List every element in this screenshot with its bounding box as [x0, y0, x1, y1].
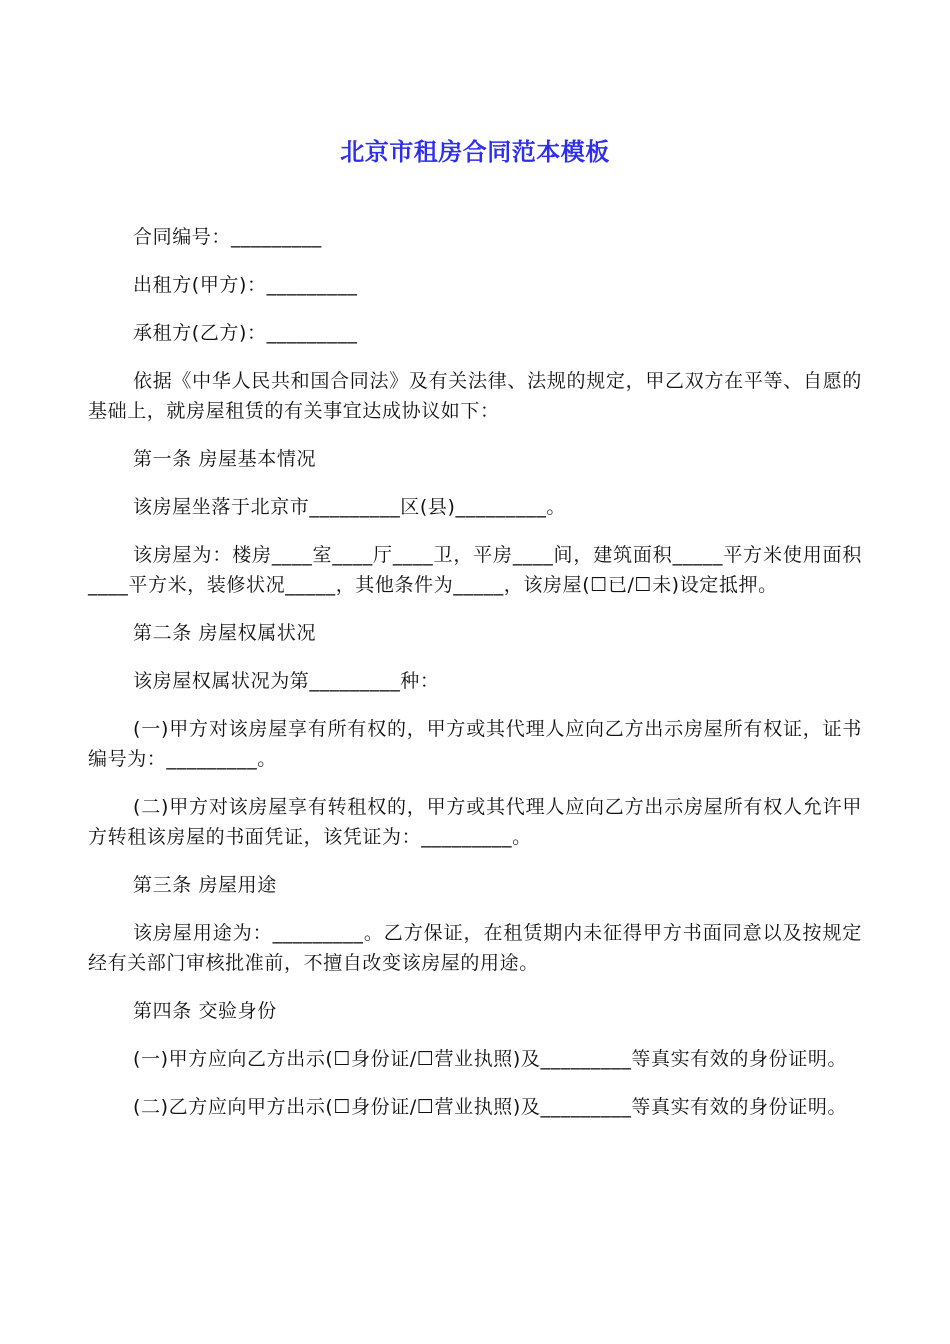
document-body	[88, 222, 862, 1140]
property-use-paragraph: 该房屋用途为：_________。乙方保证，在租赁期内未征得甲方书面同意以及按规定经有关部门审核批准前，不擅自改变该房屋的用途。	[88, 922, 862, 974]
contract-number-line: 合同编号：_________	[133, 226, 322, 248]
property-location-paragraph: 该房屋坐落于北京市_________区(县)_________。	[133, 496, 567, 518]
document-title: 北京市租房合同范本模板	[340, 138, 610, 166]
article-4-heading: 第四条 交验身份	[133, 1000, 277, 1022]
article-2-heading: 第二条 房屋权属状况	[133, 622, 317, 644]
article-3-heading: 第三条 房屋用途	[133, 874, 277, 896]
article-1-heading: 第一条 房屋基本情况	[133, 448, 317, 470]
ownership-type-paragraph: 该房屋权属状况为第_________种：	[133, 670, 440, 692]
ownership-clause-2: (二)甲方对该房屋享有转租权的，甲方或其代理人应向乙方出示房屋所有权人允许甲方转租该房屋的书面凭证，该凭证为：_________。	[88, 796, 862, 848]
lessor-line: 出租方(甲方)：_________	[133, 274, 358, 296]
ownership-clause-1: (一)甲方对该房屋享有所有权的，甲方或其代理人应向乙方出示房屋所有权证，证书编号为：_________。	[88, 718, 862, 770]
identity-clause-1: (一)甲方应向乙方出示(☐身份证/☐营业执照)及_________等真实有效的身份证明。	[133, 1048, 848, 1070]
property-details-paragraph: 该房屋为：楼房____室____厅____卫，平房____间，建筑面积_____平方米使用面积 ____平方米，装修状况_____，其他条件为_____，该房屋(☐已/☐未)设定抵押。	[88, 544, 862, 596]
identity-clause-2: (二)乙方应向甲方出示(☐身份证/☐营业执照)及_________等真实有效的身份证明。	[133, 1096, 848, 1118]
lessee-line: 承租方(乙方)：_________	[133, 322, 358, 344]
preamble-paragraph: 依据《中华人民共和国合同法》及有关法律、法规的规定，甲乙双方在平等、自愿的基础上，就房屋租赁的有关事宜达成协议如下：	[88, 370, 862, 422]
